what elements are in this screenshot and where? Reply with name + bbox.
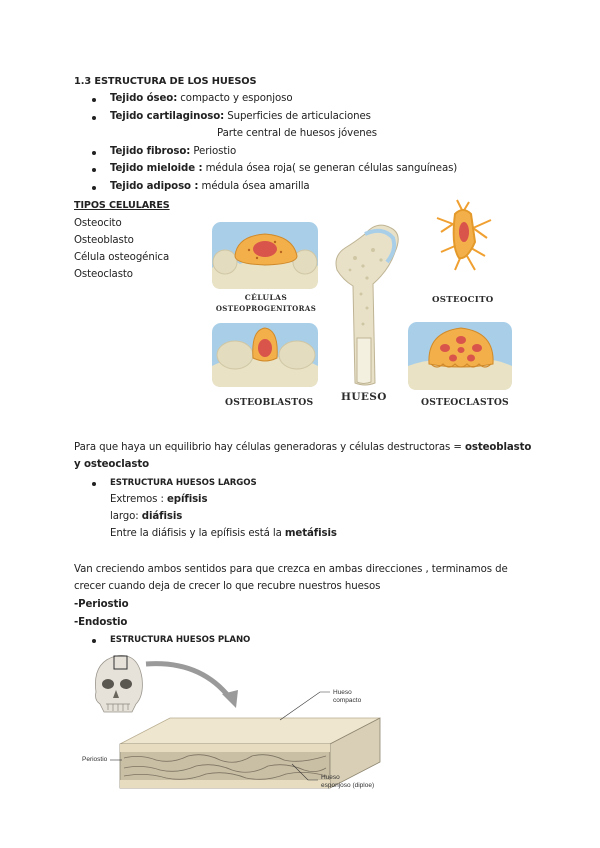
label-hueso: HUESO	[341, 391, 387, 403]
crecimiento-line-2: crecer cuando deja de crecer lo que recubre nuestros huesos	[74, 581, 381, 592]
entre-text: Entre la diáfisis y la epífisis está la	[110, 528, 285, 539]
huesos-largos-extremos	[110, 493, 207, 507]
label-osteoprogenitoras-line: OSTEOPROGENITORAS	[215, 304, 317, 313]
tejido-item	[110, 162, 457, 176]
tejido-label: Tejido fibroso:	[110, 146, 191, 157]
tejido-item	[110, 145, 236, 159]
label-periostio: Periostio	[82, 756, 108, 763]
bullet	[92, 151, 96, 155]
tipo-celular-item: Célula osteogénica	[74, 252, 170, 263]
long-bone-illustration	[336, 225, 398, 385]
tejido-label: Tejido adiposo :	[110, 181, 199, 192]
tejido-label: Tejido mieloide :	[110, 163, 203, 174]
tejido-item	[110, 180, 310, 194]
flat-bone-figure	[80, 652, 400, 800]
tejido-label: Tejido cartilaginoso:	[110, 111, 225, 122]
largo-bold: diáfisis	[141, 511, 183, 522]
osteoclast-cell-illustration	[408, 322, 512, 390]
huesos-largos-largo	[110, 510, 182, 524]
crecimiento-line-1: Van creciendo ambos sentidos para que crezca en ambas direcciones , terminamos de	[74, 564, 508, 575]
label-hueso-compacto-1: Hueso	[333, 689, 352, 696]
huesos-largos-entre	[110, 527, 337, 541]
label-hueso-esponjoso-1: Hueso	[321, 774, 340, 781]
tejido-text: médula ósea roja( se generan células sanguíneas)	[202, 163, 458, 174]
extremos-bold: epífisis	[166, 494, 208, 505]
tejido-extra-line: Parte central de huesos jóvenes	[217, 128, 377, 139]
label-osteocito: OSTEOCITO	[432, 295, 494, 305]
bullet	[92, 168, 96, 172]
section-heading: 1.3 ESTRUCTURA DE LOS HUESOS	[74, 76, 257, 87]
label-osteoblastos: OSTEOBLASTOS	[225, 397, 314, 408]
equilibrio-line-2: y osteoclasto	[74, 459, 150, 470]
tipo-celular-item: Osteocito	[74, 218, 122, 229]
bullet	[92, 482, 96, 486]
largo-text: largo:	[110, 511, 142, 522]
periostio-item: -Periostio	[74, 599, 129, 610]
huesos-largos-title: ESTRUCTURA HUESOS LARGOS	[110, 478, 257, 488]
osteocyte-cell-illustration	[437, 200, 491, 270]
extremos-text: Extremos :	[110, 494, 167, 505]
tejido-label: Tejido óseo:	[110, 93, 178, 104]
bullet	[92, 186, 96, 190]
osteoprogenitor-cell-illustration	[212, 222, 318, 289]
entre-bold: metáfisis	[284, 528, 337, 539]
tejido-text: compacto y esponjoso	[177, 93, 293, 104]
equilibrio-bold: osteoblasto	[464, 442, 532, 453]
label-osteoclastos: OSTEOCLASTOS	[421, 397, 509, 408]
osteoblast-cell-illustration	[212, 323, 318, 387]
tipo-celular-item: Osteoblasto	[74, 235, 134, 246]
equilibrio-line-1	[74, 441, 531, 455]
huesos-plano-title: ESTRUCTURA HUESOS PLANO	[110, 635, 251, 645]
tejido-item	[110, 110, 371, 124]
endostio-item: -Endostio	[74, 617, 128, 628]
tejido-text: Superficies de articulaciones	[224, 111, 371, 122]
equilibrio-text: Para que haya un equilibrio hay células generadoras y células destructoras =	[74, 442, 465, 453]
tipo-celular-item: Osteoclasto	[74, 269, 133, 280]
label-hueso-compacto-2: compacto	[333, 697, 362, 704]
label-hueso-esponjoso-2: esponjoso (diploe)	[321, 782, 375, 789]
flat-bone-slab	[120, 718, 380, 788]
bullet	[92, 98, 96, 102]
tejido-item	[110, 92, 292, 106]
label-celulas: CÉLULAS	[244, 293, 288, 302]
bullet	[92, 116, 96, 120]
tejido-text: Periostio	[190, 146, 237, 157]
skull-illustration	[95, 655, 142, 712]
tipos-celulares-title: TIPOS CELULARES	[74, 200, 170, 211]
bullet	[92, 639, 96, 643]
tejido-text: médula ósea amarilla	[198, 181, 310, 192]
